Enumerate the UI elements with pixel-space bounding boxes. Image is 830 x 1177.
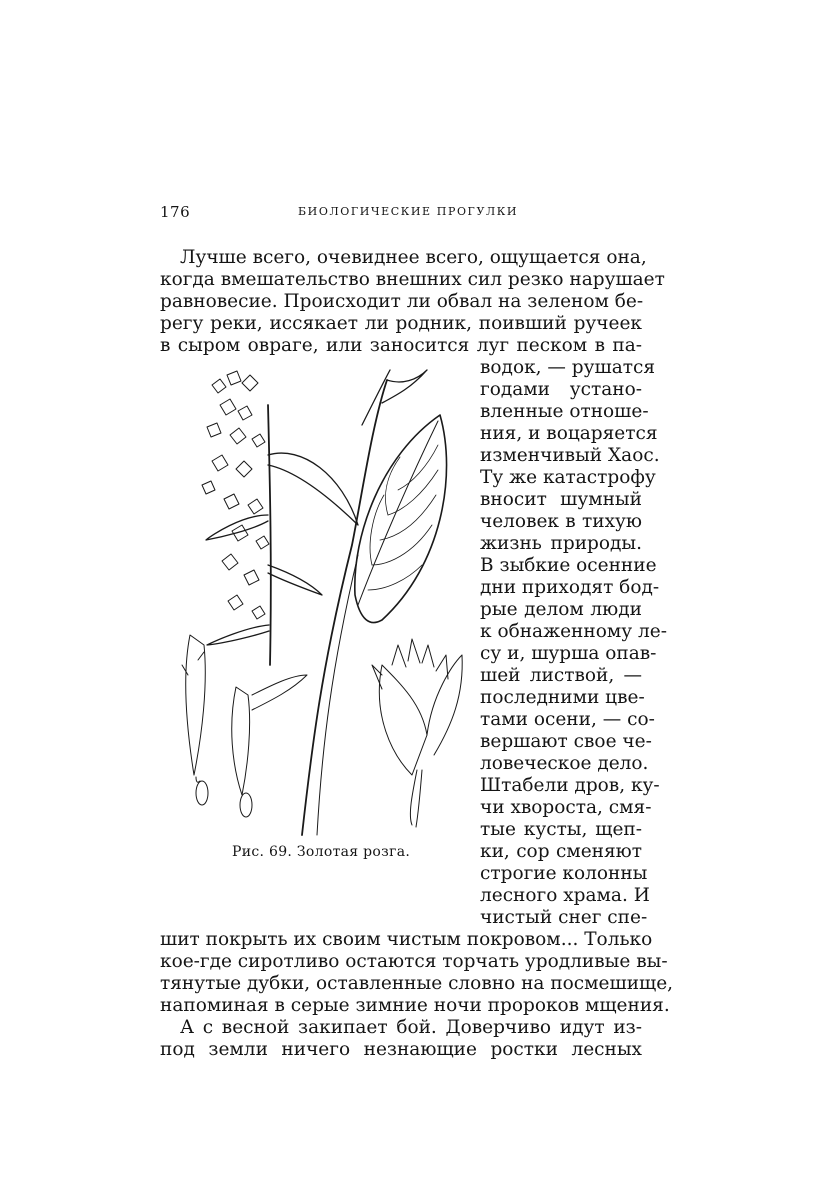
- running-head: [160, 203, 642, 223]
- text-line: когда вмешательство внешних сил резко нарушает: [160, 269, 665, 290]
- text-line: последними цве-: [480, 687, 645, 708]
- text-line: водок, — рушатся: [480, 357, 656, 378]
- text-line: равновесие. Происходит ли обвал на зеленом бе-: [160, 291, 644, 312]
- text-line: кое-где сиротливо остаются торчать уродливые вы-: [160, 951, 668, 972]
- text-line: тянутые дубки, оставленные словно на посмешище,: [160, 973, 674, 994]
- text-line: А с весной закипает бой. Доверчиво идут из-: [180, 1017, 642, 1038]
- text-line: тами осени, — со-: [480, 709, 655, 730]
- text-line: изменчивый Хаос.: [480, 445, 660, 466]
- text-line: регу реки, иссякает ли родник, поивший ручеек: [160, 313, 642, 334]
- text-line: к обнаженному ле-: [480, 621, 667, 642]
- text-line: В зыбкие осенние: [480, 555, 657, 576]
- text-line: вносит шумный: [480, 489, 642, 510]
- text-line: Лучше всего, очевиднее всего, ощущается она,: [180, 247, 647, 268]
- text-line: шит покрыть их своим чистым покровом... Только: [160, 929, 653, 950]
- text-line: дни приходят бод-: [480, 577, 660, 598]
- text-line: напоминая в серые зимние ночи пророков мщения.: [160, 995, 670, 1016]
- running-title: БИОЛОГИЧЕСКИЕ ПРОГУЛКИ: [298, 205, 519, 218]
- text-line: годами устано-: [480, 379, 642, 400]
- text-line: Штабели дров, ку-: [480, 775, 660, 796]
- text-line: жизнь природы.: [480, 533, 642, 554]
- text-line: чистый снег спе-: [480, 907, 648, 928]
- text-line: шей листвой, —: [480, 665, 642, 686]
- text-line: человек в тихую: [480, 511, 642, 532]
- text-line: ния, и воцаряется: [480, 423, 658, 444]
- text-line: су и, шурша опав-: [480, 643, 657, 664]
- text-line: ловеческое дело.: [480, 753, 649, 774]
- goldenrod-illustration: [172, 365, 470, 835]
- text-line: тые кусты, щеп-: [480, 819, 642, 840]
- text-line: рые делом люди: [480, 599, 642, 620]
- page-number: 176: [160, 203, 191, 221]
- text-line: в сыром овраге, или заносится луг песком в па-: [160, 335, 642, 356]
- text-line: ки, сор сменяют: [480, 841, 642, 862]
- text-line: лесного храма. И: [480, 885, 650, 906]
- text-line: под земли ничего незнающие ростки лесных: [160, 1039, 642, 1060]
- text-line: Ту же катастрофу: [480, 467, 656, 488]
- figure-caption: Рис. 69. Золотая розга.: [232, 844, 411, 860]
- text-line: чи хвороста, смя-: [480, 797, 652, 818]
- text-line: вленные отноше-: [480, 401, 649, 422]
- text-line: строгие колонны: [480, 863, 648, 884]
- text-line: вершают свое че-: [480, 731, 652, 752]
